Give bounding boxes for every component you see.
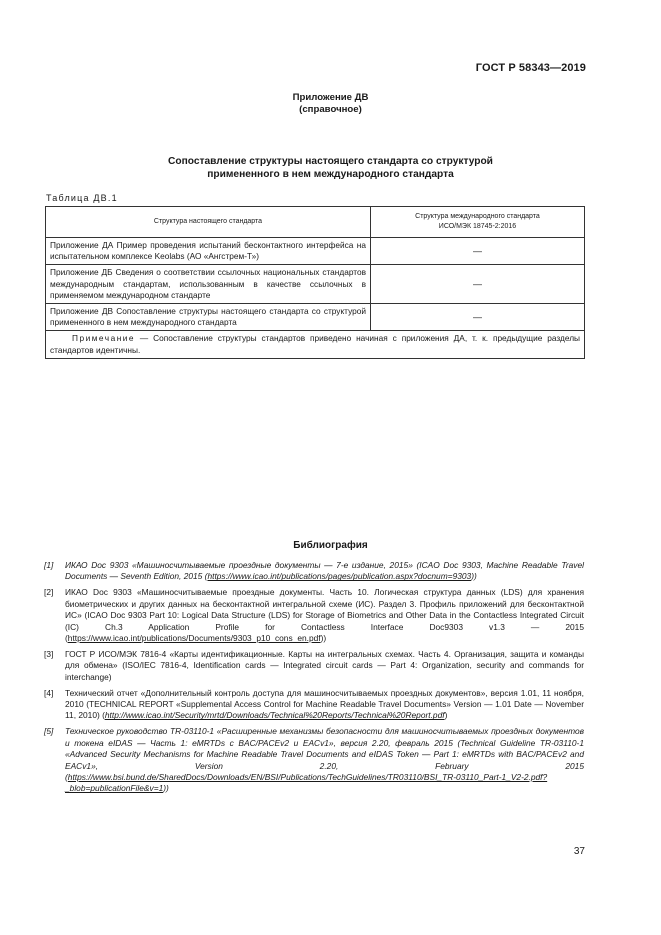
- bibliography-text: [65, 726, 584, 794]
- table-cell-national: Приложение ДА Пример проведения испытаний бесконтактного интерфейса на испытательном комплексе Keolabs (АО «Ангстрем-Т»): [46, 238, 371, 265]
- bibliography-link[interactable]: https://www.icao.int/publications/Documents/9303_p10_cons_en.pdf: [67, 632, 321, 643]
- table-caption: Таблица ДВ.1: [46, 193, 118, 203]
- appendix-title: Приложение ДВ: [292, 92, 369, 103]
- table-cell-international: —: [371, 304, 585, 331]
- bibliography-text-b: ): [444, 710, 448, 721]
- bibliography-number: [4]: [44, 687, 54, 698]
- bibliography-text-a: Техническое руководство TR-03110-1 «Расширенные механизмы безопасности для машиносчитываемых проездных документов и токена eIDAS — Часть 1: eMRTDs с BAC/PACEv2 и EACv1», версия 2.20, февраль 2015 (Technical Guideline TR-03110-1 «Advanced Security Mechanisms for Machine Readable Travel Documents and eIDAS Token — Part 1: eMRTDs with BAC/PACEv2 and EACv1», Version 2.20, February 2015 (: [65, 726, 584, 782]
- column-header-international-line2: ИСО/МЭК 18745-2:2016: [438, 223, 517, 230]
- section-title-line1: Сопоставление структуры настоящего стандарта со структурой: [168, 156, 493, 167]
- bibliography-text-b: )): [320, 632, 327, 643]
- table-cell-international: —: [371, 265, 585, 304]
- bibliography-text: [65, 587, 584, 644]
- bibliography-item: [44, 726, 584, 794]
- bibliography-text-b: )): [471, 571, 477, 582]
- bibliography-number: [2]: [44, 587, 54, 598]
- bibliography-item: [44, 649, 584, 683]
- bibliography-text-a: ИКАО Doc 9303 «Машиносчитываемые проездные документы. Часть 10. Логическая структура данных (LDS) для хранения биометрических и других данных на бесконтактной интегральной схеме (ИС). Раздел 3. Профиль приложений для бесконтактной ИС» (ICAO Doc 9303 Part 10: Logical Data Structure (LDS) for Storage of Biometrics and Other Data in the Contactless Integrated Circuit (IC) Ch.3 Application Profile for Contactless Interface Doc9303 v1.3 — 2015 (: [65, 587, 584, 643]
- bibliography-item: [44, 587, 584, 644]
- table-row: [46, 238, 585, 265]
- table-header-row: [46, 207, 585, 238]
- table-cell-national: Приложение ДБ Сведения о соответствии ссылочных национальных стандартов международным стандартам, использованным в качестве ссылочных в применяемом международном стандарте: [46, 265, 371, 304]
- table-row: [46, 304, 585, 331]
- column-header-national: Структура настоящего стандарта: [46, 207, 371, 238]
- section-title-line2: примененного в нем международного стандарта: [207, 169, 454, 180]
- bibliography-title: Библиография: [293, 540, 368, 551]
- table-row: [46, 265, 585, 304]
- bibliography-text-b: )): [163, 783, 169, 794]
- appendix-subtitle: (справочное): [299, 104, 362, 115]
- bibliography-number: [1]: [44, 560, 54, 570]
- note-text: — Сопоставление структуры стандартов приведено начиная с приложения ДА, т. к. предыдущие разделы стандартов идентичны.: [50, 333, 580, 355]
- bibliography-number: [5]: [44, 726, 54, 737]
- bibliography-text-a: Технический отчет «Дополнительный контроль доступа для машиносчитываемых проездных документов», версия 1.01, 11 ноября, 2010 (TECHNICAL REPORT «Supplemental Access Control for Machine Readable Travel Documents» Version — 1.01 Date — November 11, 2010) (: [65, 687, 584, 721]
- table-note: [46, 331, 585, 358]
- column-header-international: [371, 207, 585, 238]
- bibliography-link[interactable]: https://www.bsi.bund.de/SharedDocs/Downloads/EN/BSI/Publications/TechGuidelines/TR03110/BSI_TR-03110_Part-1_V2-2.pdf?_blob=publicationFile&v=1: [65, 771, 548, 794]
- bibliography-text: ГОСТ Р ИСО/МЭК 7816-4 «Карты идентификационные. Карты на интегральных схемах. Часть 4. Организация, защита и команды для обмена» (ISO/IEC 7816-4, Identification cards — Integrated circuit cards — Part 4: Organization, security and commands for interchange): [65, 648, 584, 682]
- bibliography-text: [65, 560, 584, 583]
- comparison-table: [45, 206, 585, 359]
- bibliography-link[interactable]: http://www.icao.int/Security/mrtd/Downloads/Technical%20Reports/Technical%20Report.pdf: [104, 710, 445, 721]
- bibliography-list: [44, 560, 584, 799]
- bibliography-item: [44, 560, 584, 583]
- bibliography-item: [44, 688, 584, 722]
- note-label: Примечание: [72, 333, 136, 344]
- bibliography-text: [65, 688, 584, 722]
- table-note-row: [46, 331, 585, 358]
- standard-code: ГОСТ Р 58343—2019: [475, 62, 586, 74]
- table-cell-international: —: [371, 238, 585, 265]
- bibliography-text-a: ИКАО Doc 9303 «Машиносчитываемые проездные документы — 7-е издание, 2015» (ICAO Doc 9303, Machine Readable Travel Documents — Seventh Edition, 2015 (: [65, 560, 584, 582]
- section-title: [0, 155, 661, 181]
- appendix-heading: [0, 92, 661, 116]
- page-number: 37: [573, 846, 585, 857]
- bibliography-link[interactable]: https://www.icao.int/publications/pages/publication.aspx?docnum=9303: [207, 571, 472, 582]
- column-header-international-line1: Структура международного стандарта: [415, 213, 540, 220]
- bibliography-number: [3]: [44, 648, 54, 659]
- table-cell-national: Приложение ДВ Сопоставление структуры настоящего стандарта со структурой примененного в нем международного стандарта: [46, 304, 371, 331]
